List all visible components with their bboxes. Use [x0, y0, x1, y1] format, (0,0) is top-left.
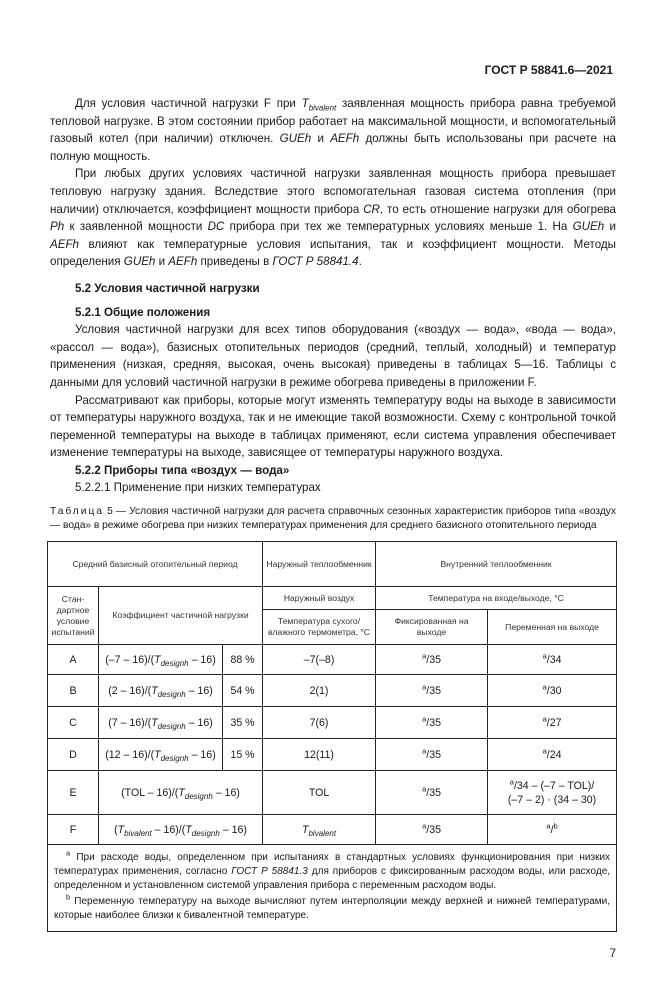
cell-percent: 54 % [223, 675, 263, 707]
text-run: заявленная мощность прибора равна требуемой тепловой нагрузке. В этом состоянии прибор работает на максимальной мощности, и вспомогательный газовый котел (при наличии) отключен. [50, 97, 616, 146]
cell-fixed: $^a$/35 [376, 675, 488, 707]
section-heading-5-2-2: 5.2.2 Приборы типа «воздух — вода» [75, 463, 290, 477]
text-run: к заявленной мощности [64, 220, 208, 234]
cell-fixed: $^a$/35 [376, 815, 488, 845]
text-run: ГОСТ Р 58841.4 [272, 255, 359, 269]
text-run: Ph [50, 220, 65, 234]
text-run: AEFh [168, 255, 198, 269]
header-coefficient: Коэффициент частичной нагрузки [99, 587, 263, 645]
cell-percent: 35 % [223, 707, 263, 739]
header-variable: Переменная на выходе [488, 610, 617, 645]
cell-percent: 15 % [223, 739, 263, 771]
text-run: T [301, 97, 309, 110]
cell-condition: A [48, 645, 99, 675]
table-row-F [48, 815, 617, 845]
cell-formula: $(T_{bivalent} - 16)/(T_{designh} - 16)$ [99, 815, 263, 845]
header-outdoor-hx: Наружный теплообменник [263, 542, 376, 587]
text-run: и [604, 220, 616, 234]
cell-air-temp: –7(–8) [263, 645, 376, 675]
text-run: приведены в [197, 255, 273, 269]
header-inout-temp: Температура на входе/выходе, °С [376, 587, 617, 610]
text-run: Для условия частичной нагрузки F при [75, 97, 302, 110]
cell-variable: $^a$/24 [488, 739, 617, 771]
section-heading-5-2: 5.2 Условия частичной нагрузки [75, 281, 260, 295]
general-paragraphs [50, 321, 616, 462]
paragraph [50, 165, 616, 271]
partial-load-table [47, 541, 617, 932]
table-caption: Таблица 5 — Условия частичной нагрузки для расчета справочных сезонных характеристик приборов типа «воздух — вода» в режиме обогрева при низких температурах применения для среднего базисного отопительного периода [50, 506, 616, 532]
cell-air-temp: $T_{bivalent}$ [263, 815, 376, 845]
cell-formula: $(12 - 16)/(T_{designh} - 16)$ [99, 739, 223, 771]
cell-air-temp: 2(1) [263, 675, 376, 707]
section-heading-5-2-2-1: 5.2.2.1 Применение при низких температурах [75, 481, 321, 495]
text-run: GUEh [279, 132, 312, 146]
text-run: Рассматривают как приборы, которые могут изменять температуру воды на выходе в зависимости от температуры наружного воздуха, так и не имеющие такой возможности. Схему с контрольной точкой переменной температуры на выходе в таблицах применяют, если система управления обеспечивает изменение температуры на выходе, зависящее от температуры наружного воздуха. [50, 393, 616, 460]
cell-condition: E [48, 771, 99, 815]
document-body [50, 0, 616, 984]
cell-variable: $^a$/34 [488, 645, 617, 675]
section-heading-5-2-1: 5.2.1 Общие положения [75, 305, 211, 319]
text-run: прибора при тех же температурных условиях меньше 1. На [224, 220, 573, 234]
cell-formula: $(-7 - 16)/(T_{designh} - 16)$ [99, 645, 223, 675]
text-run: При любых других условиях частичной нагрузки заявленная мощность прибора превышает тепловую нагрузку здания. Вследствие этого вспомогательная газовая система отопления (при наличии) отключается, коэффициент мощности прибора [50, 167, 616, 216]
cell-fixed: $^a$/35 [376, 739, 488, 771]
cell-condition: B [48, 675, 99, 707]
text-run: bivalent [308, 103, 337, 113]
text-run: , то есть отношение нагрузки для обогрева [379, 202, 617, 216]
table-row-E [48, 771, 617, 815]
text-run: и [155, 255, 169, 269]
table-row-B [48, 675, 617, 707]
page-number: 7 [609, 948, 616, 961]
header-period: Средний базисный отопительный период [48, 542, 263, 587]
header-indoor-hx: Внутренний теплообменник [376, 542, 617, 587]
footnote-b: $^b$ Переменную температуру на выходе вычисляют путем интерполяции между верхней и нижней температурами, которые наиболее близки к бивалентной температуре. [54, 892, 611, 922]
cell-air-temp: TOL [263, 771, 376, 815]
table-row-D [48, 739, 617, 771]
text-run: AEFh [50, 237, 79, 251]
cell-variable: $^a$/34 – (–7 – TOL)/ (–7 – 2) · (34 – 30) [488, 771, 617, 815]
text-run: CR [363, 202, 380, 216]
cell-air-temp: 12(11) [263, 739, 376, 771]
header-drywet: Температура сухого/ влажного термометра, °С [263, 610, 376, 645]
text-run: должны быть использованы при расчете на полную мощность. [50, 132, 617, 163]
cell-fixed: $^a$/35 [376, 707, 488, 739]
header-fixed: Фиксированная на выходе [376, 610, 488, 645]
paragraph [50, 95, 616, 165]
text-run: GUEh [572, 220, 605, 234]
header-outdoor-air: Наружный воздух [263, 587, 376, 610]
text-run: Условия частичной нагрузки для всех типов оборудования («воздух — вода», «вода — вода», «рассол — вода»), базисных отопительных периодов (средний, теплый, холодный) и температур применения (низкая, средняя, высокая, очень высокая) приведены в таблицах 5—16. Таблицы с данными для условий частичной нагрузки в режиме обогрева приведены в приложении F. [50, 323, 616, 389]
cell-variable: $^a$/27 [488, 707, 617, 739]
table-row-C [48, 707, 617, 739]
text-run: AEFh [330, 132, 360, 146]
text-run: DC [207, 220, 225, 234]
text-run: . [358, 255, 362, 269]
paragraph [50, 321, 616, 391]
cell-formula: $(2 - 16)/(T_{designh} - 16)$ [99, 675, 223, 707]
cell-variable: $^a$/30 [488, 675, 617, 707]
cell-percent: 88 % [223, 645, 263, 675]
cell-formula: $(TOL - 16)/(T_{designh} - 16)$ [99, 771, 263, 815]
footnote-a: $^a$ При расходе воды, определенном при испытаниях в стандартных условиях функционирования при низких температурах применения, согласно ГОСТ Р 58841.3 для приборов с фиксированным расходом воды, или расходе, определенном и установленном системой управления прибора с переменным расходом воды. [54, 848, 611, 892]
text-run: влияют как температурные условия испытания, так и коэффициент мощности. Методы определения [50, 237, 616, 269]
header-condition: Стан-дартное условие испытаний [48, 587, 99, 645]
table-row-A [48, 645, 617, 675]
cell-fixed: $^a$/35 [376, 645, 488, 675]
intro-paragraphs [50, 95, 616, 271]
table-footnotes [48, 845, 617, 932]
cell-fixed: $^a$/35 [376, 771, 488, 815]
paragraph [50, 392, 616, 462]
text-run: и [311, 132, 331, 146]
cell-condition: C [48, 707, 99, 739]
cell-condition: F [48, 815, 99, 845]
cell-formula: $(7 - 16)/(T_{designh} - 16)$ [99, 707, 223, 739]
cell-condition: D [48, 739, 99, 771]
cell-variable: $^a$/$^b$ [488, 815, 617, 845]
cell-air-temp: 7(6) [263, 707, 376, 739]
document-header: ГОСТ Р 58841.6—2021 [484, 63, 613, 77]
text-run: GUEh [123, 255, 156, 269]
